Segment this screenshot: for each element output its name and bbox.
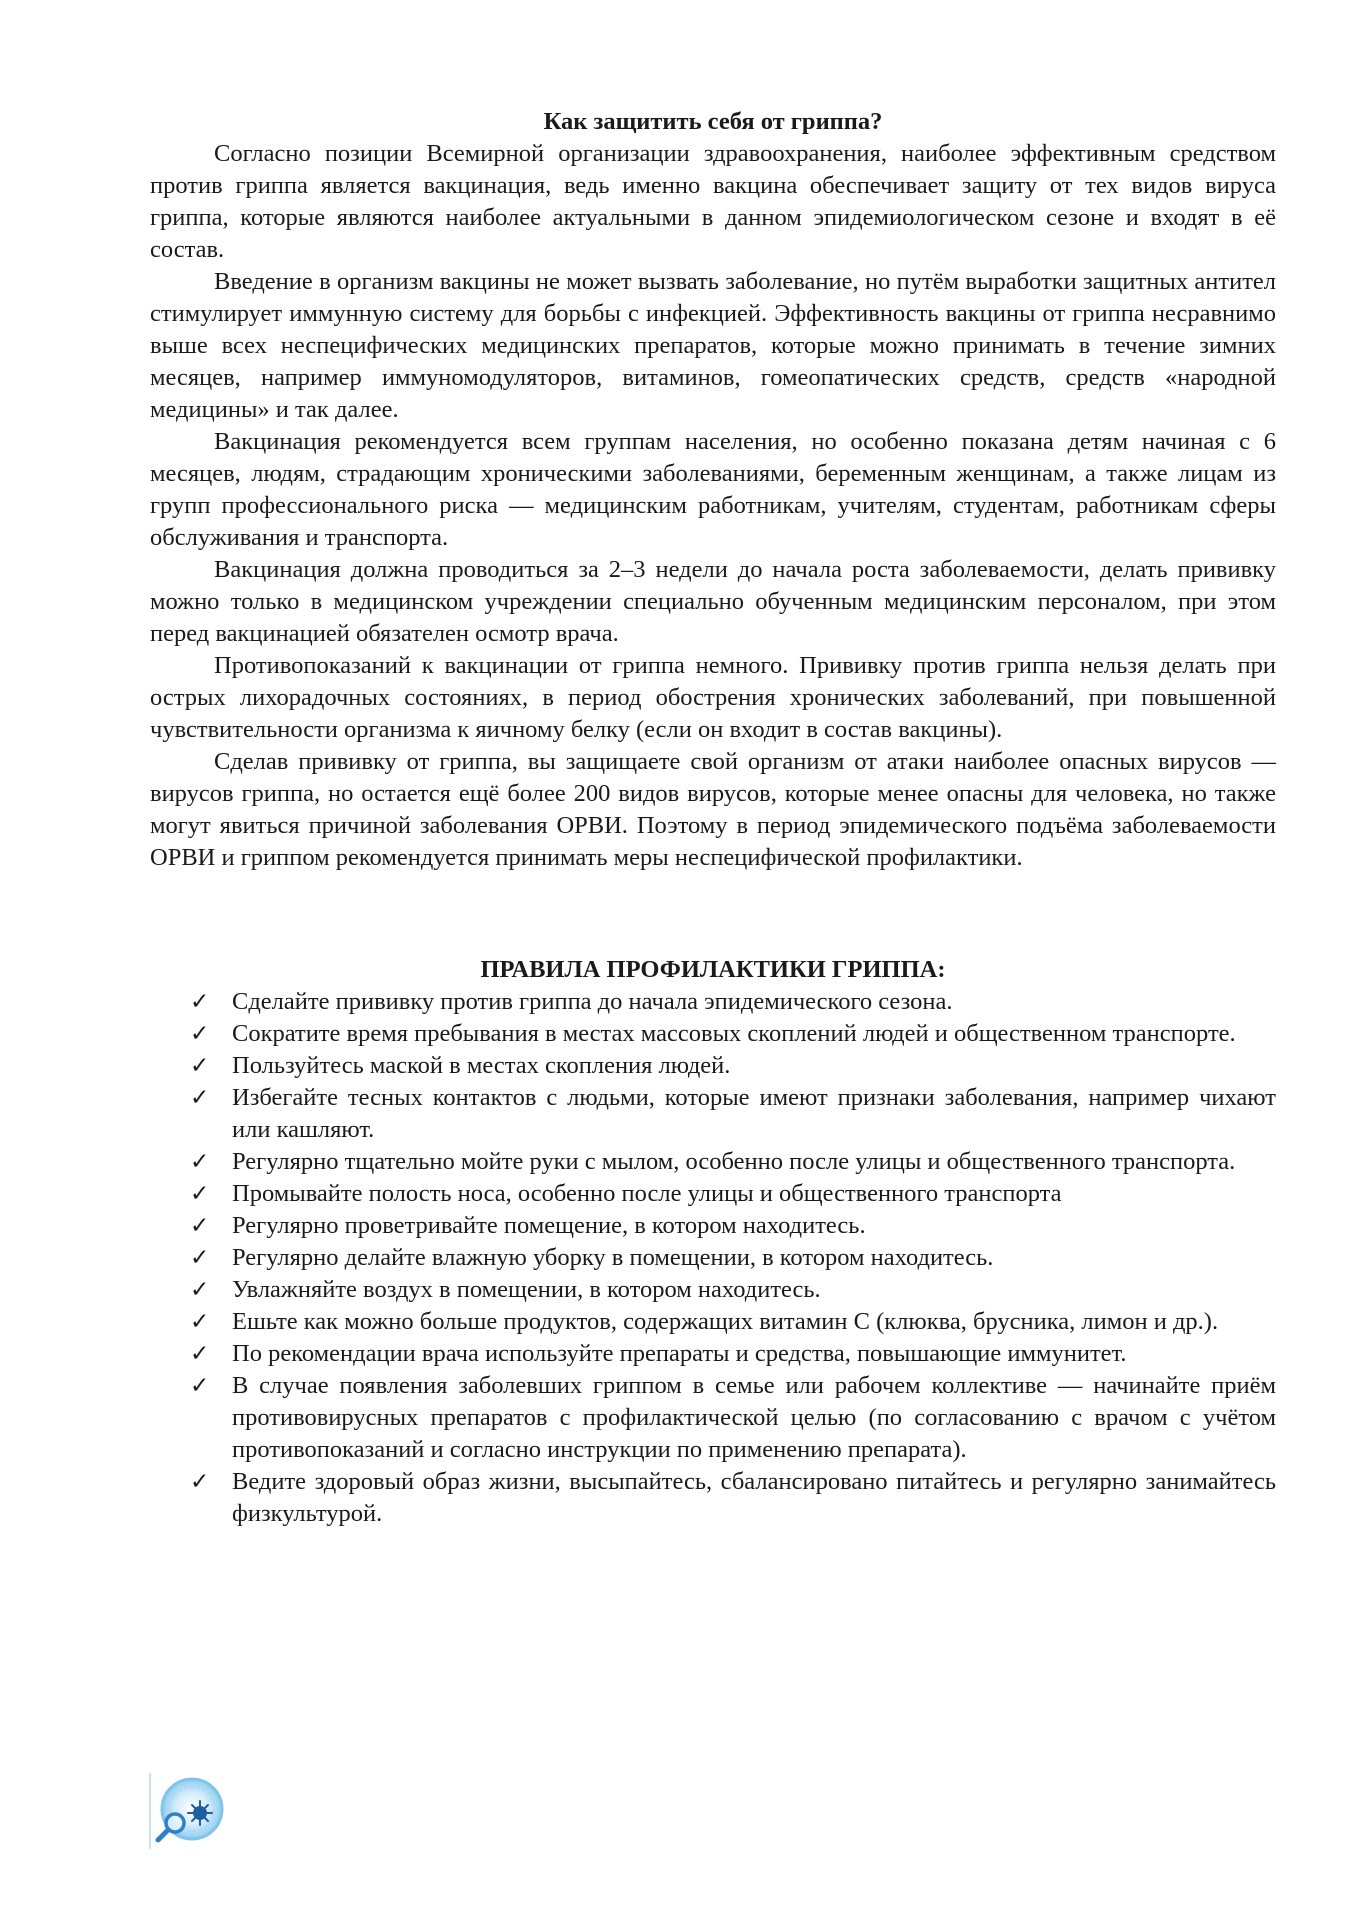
- paragraph: Введение в организм вакцины не может вызвать заболевание, но путём выработки защитных антител стимулирует иммунную систему для борьбы с инфекцией. Эффективность вакцины от гриппа несравнимо выше всех неспецифических медицинских препаратов, которые можно принимать в течение зимних месяцев, например иммуномодуляторов, витаминов, гомеопатических средств, средств «народной медицины» и так далее.: [150, 268, 1276, 423]
- checkmark-icon: ✓: [190, 1085, 210, 1111]
- rule-item: [150, 1018, 1276, 1050]
- rule-text: Избегайте тесных контактов с людьми, которые имеют признаки заболевания, например чихают или кашляют.: [232, 1084, 1276, 1143]
- rule-text: Пользуйтесь маской в местах скопления людей.: [232, 1052, 731, 1079]
- rule-item: [150, 1082, 1276, 1146]
- rule-item: [150, 1050, 1276, 1082]
- checkmark-icon: ✓: [190, 1277, 210, 1303]
- checkmark-icon: ✓: [190, 1021, 210, 1047]
- rule-item: [150, 1338, 1276, 1370]
- rule-text: Регулярно проветривайте помещение, в котором находитесь.: [232, 1212, 866, 1239]
- rule-text: Увлажняйте воздух в помещении, в котором находитесь.: [232, 1276, 821, 1303]
- rule-item: [150, 1306, 1276, 1338]
- rule-text: Ешьте как можно больше продуктов, содержащих витамин С (клюква, брусника, лимон и др.).: [232, 1308, 1219, 1335]
- rule-text: В случае появления заболевших гриппом в семье или рабочем коллективе — начинайте приём противовирусных препаратов с профилактической целью (по согласованию с врачом с учётом противопоказаний и согласно инструкции по применению препарата).: [232, 1372, 1276, 1463]
- paragraph: Вакцинация рекомендуется всем группам населения, но особенно показана детям начиная с 6 месяцев, людям, страдающим хроническими заболеваниями, беременным женщинам, а также лицам из групп профессионального риска — медицинским работникам, учителям, студентам, работникам сферы обслуживания и транспорта.: [150, 428, 1276, 551]
- checkmark-icon: ✓: [190, 1213, 210, 1239]
- checkmark-icon: ✓: [190, 1373, 210, 1399]
- paragraph: Противопоказаний к вакцинации от гриппа немного. Прививку против гриппа нельзя делать при острых лихорадочных состояниях, в период обострения хронических заболеваний, при повышенной чувствительности организма к яичному белку (если он входит в состав вакцины).: [150, 652, 1276, 743]
- rule-item: [150, 986, 1276, 1018]
- page-title: Как защитить себя от гриппа?: [543, 108, 883, 135]
- document-body: [150, 106, 1276, 1530]
- rules-list: [150, 986, 1276, 1530]
- rule-item: [150, 1242, 1276, 1274]
- rule-text: По рекомендации врача используйте препараты и средства, повышающие иммунитет.: [232, 1340, 1127, 1367]
- checkmark-icon: ✓: [190, 1245, 210, 1271]
- rule-text: Ведите здоровый образ жизни, высыпайтесь, сбалансировано питайтесь и регулярно занимайтесь физкультурой.: [232, 1468, 1276, 1527]
- rule-text: Сделайте прививку против гриппа до начала эпидемического сезона.: [232, 988, 953, 1015]
- rule-item: [150, 1370, 1276, 1466]
- checkmark-icon: ✓: [190, 1149, 210, 1175]
- rule-item: [150, 1146, 1276, 1178]
- checkmark-icon: ✓: [190, 1309, 210, 1335]
- magnifier-virus-icon: [148, 1773, 224, 1849]
- paragraph: Сделав прививку от гриппа, вы защищаете свой организм от атаки наиболее опасных вирусов — вирусов гриппа, но остается ещё более 200 видов вирусов, которые менее опасны для человека, но также могут явиться причиной заболевания ОРВИ. Поэтому в период эпидемического подъёма заболеваемости ОРВИ и гриппом рекомендуется принимать меры неспецифической профилактики.: [150, 748, 1276, 871]
- rule-item: [150, 1210, 1276, 1242]
- rule-text: Промывайте полость носа, особенно после улицы и общественного транспорта: [232, 1180, 1062, 1207]
- paragraph: Согласно позиции Всемирной организации здравоохранения, наиболее эффективным средством против гриппа является вакцинация, ведь именно вакцина обеспечивает защиту от тех видов вируса гриппа, которые являются наиболее актуальными в данном эпидемиологическом сезоне и входят в её состав.: [150, 140, 1276, 263]
- checkmark-icon: ✓: [190, 1053, 210, 1079]
- checkmark-icon: ✓: [190, 1341, 210, 1367]
- rule-text: Регулярно делайте влажную уборку в помещении, в котором находитесь.: [232, 1244, 994, 1271]
- checkmark-icon: ✓: [190, 989, 210, 1015]
- rule-item: [150, 1466, 1276, 1530]
- paragraph: Вакцинация должна проводиться за 2–3 недели до начала роста заболеваемости, делать прививку можно только в медицинском учреждении специально обученным медицинским персоналом, при этом перед вакцинацией обязателен осмотр врача.: [150, 556, 1276, 647]
- checkmark-icon: ✓: [190, 1181, 210, 1207]
- rule-item: [150, 1274, 1276, 1306]
- rule-text: Регулярно тщательно мойте руки с мылом, особенно после улицы и общественного транспорта.: [232, 1148, 1236, 1175]
- rules-heading: ПРАВИЛА ПРОФИЛАКТИКИ ГРИППА:: [480, 956, 946, 983]
- checkmark-icon: ✓: [190, 1469, 210, 1495]
- rule-text: Сократите время пребывания в местах массовых скоплений людей и общественном транспорте.: [232, 1020, 1236, 1047]
- rule-item: [150, 1178, 1276, 1210]
